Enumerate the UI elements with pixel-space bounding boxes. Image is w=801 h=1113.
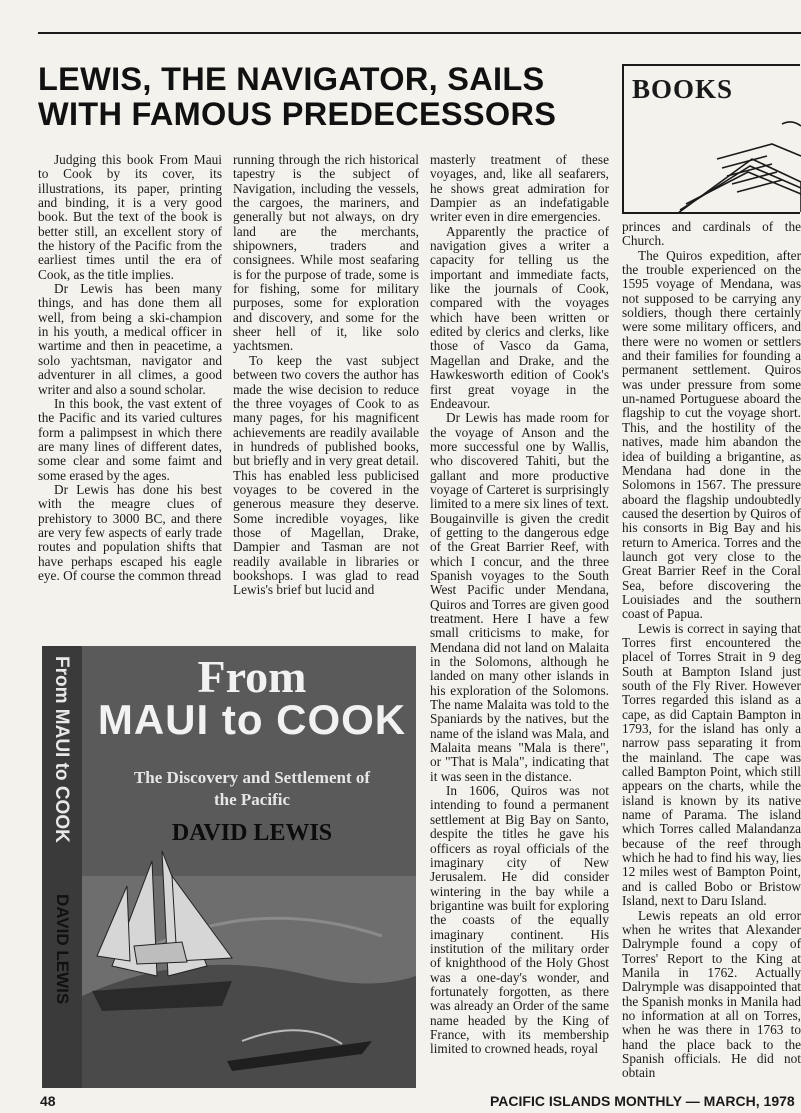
page-number: 48 [40,1093,56,1109]
cover-subtitle-line-1: The Discovery and Settlement of [133,768,371,787]
col1-paragraph [38,282,222,397]
cover-author: DAVID LEWIS [171,820,333,846]
col3-p4: In 1606, Quiros was not intending to found a permanent settlement at Big Bay on Santo, despite the titles he gave his officers as royal officials of the imaginary city of New Jerusalem. He did consider wintering in the bay while a brigantine was built for exploring the coasts of the equally imaginary continent. His institution of the military order of knighthood of the Holy Ghost was a one-day's wonder, and fortunately forgotten, as there was already an Order of the same name headed by the King of France, with its membership limited to crowned heads, royal [430,783,609,1057]
headline-line-1: LEWIS, THE NAVIGATOR, SAILS [38,61,545,97]
col3-paragraph [430,784,609,1057]
books-label: BOOKS [632,74,734,104]
col2-paragraph [233,354,419,598]
col4-paragraph [622,622,801,909]
col3-p1: masterly treatment of these voyages, and, like all seafarers, he shows great admiration for Dampier as an indefatigable writer even in dire emergencies. [430,152,609,225]
col4-paragraph [622,909,801,1081]
headline [38,62,618,132]
publication-footer: PACIFIC ISLANDS MONTHLY — MARCH, 1978 [490,1093,795,1109]
col1-paragraph [38,153,222,282]
cover-title-line-2: MAUI to COOK [97,696,407,743]
article-column-4 [622,220,801,1081]
col3-p2: Apparently the practice of navigation gives a writer a capacity for telling us the important and immediate facts, like the journals of Cook, compared with the voyages which have been written or edited by clerics and clerks, like those of Vasco da Gama, Magellan and Drake, and the Hawkesworth edition of Cook's first great voyage in the Endeavour. [430,223,609,411]
col3-p3: Dr Lewis has made room for the voyage of Anson and the more successful one by Wallis, who discovered Tahiti, but the gallant and more productive voyage of Carteret is surprisingly limited to a mere six lines of text. Bougainville is given the credit of getting to the dangerous edge of the Great Barrier Reef, with which I concur, and the three Spanish voyages to the South West Pacific under Mendana, Quiros and Torres are given good treatment. Here I have a few small criticisms to make, for Mendana did not land on Malaita in the Solomons, although he landed on many other islands in his exploration of the Solomons. The name Malaita was told to the Spaniards by the natives, but the name of the island was Mala, and Malaita means "Mala is there", or "That is Mala", indicating that it was seen in the distance. [430,410,609,784]
books-section-badge [622,64,801,212]
book-spine [48,656,78,1076]
col1-paragraph [38,483,222,583]
col3-paragraph [430,411,609,784]
col4-p1: princes and cardinals of the Church. [622,219,801,249]
open-book-illustration [622,64,801,212]
cover-title-line-1: From [197,651,307,702]
col1-paragraph [38,397,222,483]
spine-author: DAVID LEWIS [53,894,72,1005]
top-rule [38,32,801,34]
col1-p1: Judging this book From Maui to Cook by its cover, its illustrations, its paper, printing and binding, it is a very good book. But the text of the book is better still, an excellent story of the history of the Pacific from the earliest times until the era of Cook, as the title implies. [38,152,222,282]
col3-paragraph [430,225,609,411]
book-cover-image [42,646,416,1088]
col1-p3: In this book, the vast extent of the Pacific and its varied cultures form a palimpsest in which there are many lines of different dates, some clear and some faimt and some erased by the ages. [38,395,222,483]
col1-p2: Dr Lewis has been many things, and has done them all well, from being a ski-champion in his youth, a medical officer in wartime and then in peacetime, a solo yachtsman, navigator and adventurer in all climes, a good writer and also a sound scholar. [38,281,222,397]
col4-p2: The Quiros expedition, after the trouble experienced on the 1595 voyage of Mendana, was not supposed to be carrying any soldiers, though there certainly were some military officers, and there were no women or settlers and their families for founding a permanent settlement. Quiros was under pressure from some un-named Portuguese aboard the flagship to cut the voyage short. This, and the hostility of the natives, made him abandon the idea of building a brigantine, as Mendana had done in the Solomons in 1567. The pressure aboard the flagship undoubtedly caused the desertion by Quiros of his consorts in Big Bay and his return to America. Torres and the launch got very close to the Great Barrier Reef in the Coral Sea, before discovering the Louisiades and the southern coast of Papua. [622,247,801,622]
col4-p3: Lewis is correct in saying that Torres first encountered the placel of Torres Strait in 9 deg South at Bampton Island just south of the Fly River. However Torres regarded this island as a cape, as did Captain Bampton in 1793, for the island has only a narrow pass separating it from the mainland. The cape was called Bampton Point, which still appears on the charts, while the island is known by its native name of Parama. The island which Torres called Malandanza because of the reef through which he had to find his way, lies 12 miles west of Bampton Point, and is called Bobo or Bristow Island, next to Daru Island. [622,620,801,909]
col2-p1: running through the rich historical tapestry is the subject of Navigation, including the vessels, the cargoes, the mariners, and generally but not always, on dry land are the merchants, shipowners, traders and consignees. While most seafaring is for the purpose of trade, some is for fishing, some for military purposes, some for exploration and discovery, and some for the sheer hell of it, like solo yachtsmen. [233,152,419,354]
col2-p2: To keep the vast subject between two covers the author has made the wise decision to reduce the three voyages of Cook to as many pages, for his magnificent achievements are readily available in hundreds of published books, but briefly and in very great detail. This has enabled less publicised voyages to be covered in the generous measure they deserve. Some incredible voyages, like those of Magellan, Drake, Dampier and Tasman are not readily available in libraries or bookshops. I was glad to read Lewis's brief but lucid and [233,352,419,598]
spine-title: From MAUI to COOK [51,656,72,843]
cover-subtitle-line-2: the Pacific [214,790,290,809]
col1-p4: Dr Lewis has done his best with the meagre clues of prehistory to 3000 BC, and there are very few aspects of early trade routes and population shifts that have perhaps escaped his eagle eye. Of course the common thread [38,481,222,583]
col4-paragraph [622,220,801,249]
col2-paragraph [233,153,419,354]
article-column-1 [38,153,222,583]
article-column-3 [430,153,609,1057]
article-column-2 [233,153,419,598]
col4-paragraph [622,249,801,622]
col3-paragraph [430,153,609,225]
headline-line-2: WITH FAMOUS PREDECESSORS [38,96,557,132]
col4-p4: Lewis repeats an old error when he writes that Alexander Dalrymple found a copy of Torres' Report to the King at Manila in 1762. Actually Dalrymple was disappointed that the Spanish monks in Manila had no information at all on Torres, when he was there in 1763 to hand the place back to the Spanish officials. He did not obtain [622,907,801,1081]
